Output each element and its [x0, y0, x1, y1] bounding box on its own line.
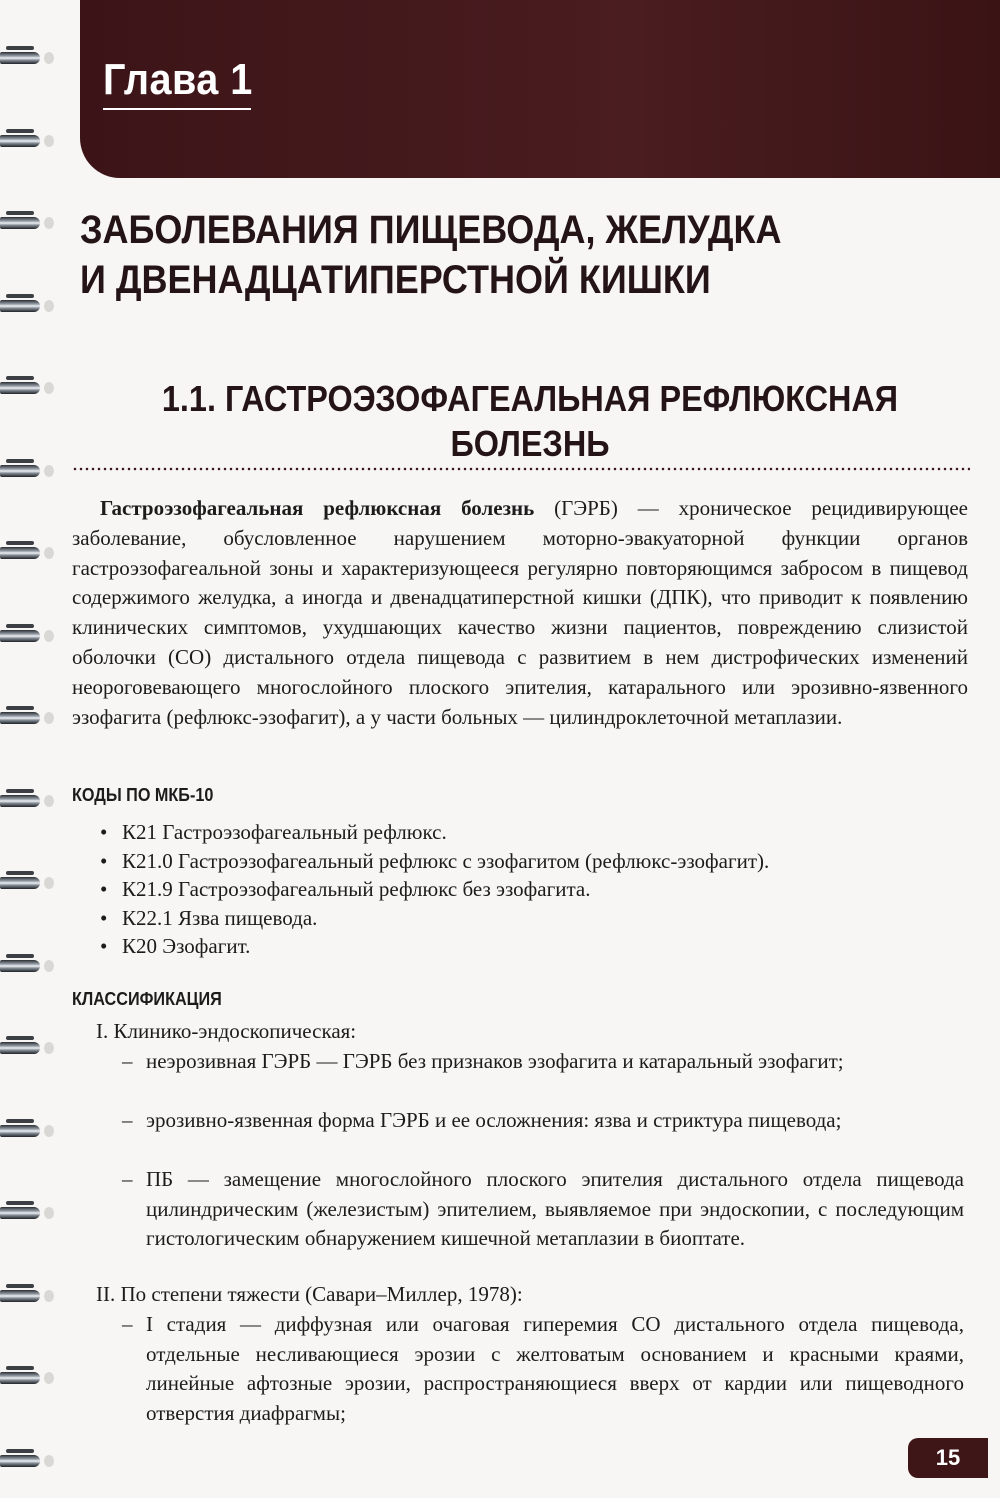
classification-group-1-title: I. Клинико-эндоскопическая: — [96, 1019, 357, 1043]
list-item — [122, 1165, 964, 1254]
spiral-coil — [0, 1034, 44, 1064]
spiral-coil — [0, 1364, 44, 1394]
list-item-text: I стадия — диффузная или очаговая гиперемия СО дистального отдела пищевода, отдельные несливающиеся эрозии с желтоватым основанием и красными краями, линейные афтозные эрозии, распространяющиеся вверх от кардии или пищеводного отверстия диафрагмы; — [146, 1312, 964, 1425]
spiral-coil — [0, 787, 44, 817]
dotted-divider — [72, 467, 970, 471]
spiral-coil — [0, 1199, 44, 1229]
spiral-coil — [0, 127, 44, 157]
classification-heading: КЛАССИФИКАЦИЯ — [72, 989, 222, 1009]
dash-mark: – — [122, 1167, 133, 1191]
intro-term: Гастроэзофагеальная рефлюксная болезнь — [100, 496, 535, 520]
section-title-line-2: БОЛЕЗНЬ — [450, 423, 610, 464]
codes-heading: КОДЫ ПО МКБ-10 — [72, 785, 214, 805]
list-item-text: эрозивно-язвенная форма ГЭРБ и ее осложнения: язва и стриктура пищевода; — [146, 1108, 842, 1132]
spiral-coil — [0, 952, 44, 982]
list-item: • К20 Эзофагит. — [100, 932, 769, 961]
list-item: • К21.0 Гастроэзофагеальный рефлюкс с эзофагитом (рефлюкс-эзофагит). — [100, 847, 769, 876]
list-item — [122, 1106, 964, 1136]
spiral-coil — [0, 1117, 44, 1147]
spiral-coil — [0, 1447, 44, 1477]
list-item: • К22.1 Язва пищевода. — [100, 904, 769, 933]
list-item: • К21.9 Гастроэзофагеальный рефлюкс без эзофагита. — [100, 875, 769, 904]
section-title-line-1: 1.1. ГАСТРОЭЗОФАГЕАЛЬНАЯ РЕФЛЮКСНАЯ — [161, 378, 899, 419]
spiral-coil — [0, 457, 44, 487]
chapter-title-line-1: ЗАБОЛЕВАНИЯ ПИЩЕВОДА, ЖЕЛУДКА — [80, 208, 782, 252]
spiral-coil — [0, 209, 44, 239]
spiral-coil — [0, 374, 44, 404]
spiral-binding — [0, 0, 60, 1498]
intro-text: (ГЭРБ) — хроническое рецидивирующее заболевание, обусловленное нарушением моторно-эвакуаторной функции органов гастроэзофагеальной зоны и характеризующееся регулярно повторяющимся забросом в пищевод содержимого желудка, а иногда и двенадцатиперстной кишки (ДПК), что приводит к появлению клинических симптомов, ухудшающих качество жизни пациентов, повреждению слизистой оболочки (СО) дистального отдела пищевода с развитием в нем дистрофических изменений неороговевающего многослойного плоского эпителия, катарального или эрозивно-язвенного эзофагита (рефлюкс-эзофагит), а у части больных — цилиндроклеточной метаплазии. — [72, 496, 968, 729]
spiral-coil — [0, 292, 44, 322]
dash-mark: – — [122, 1049, 133, 1073]
chapter-title — [80, 205, 890, 305]
dash-mark: – — [122, 1108, 133, 1132]
chapter-underline — [103, 108, 251, 110]
dash-mark: – — [122, 1312, 133, 1336]
spiral-coil — [0, 622, 44, 652]
list-item: • К21 Гастроэзофагеальный рефлюкс. — [100, 818, 769, 847]
intro-paragraph — [72, 494, 968, 732]
list-item-text: неэрозивная ГЭРБ — ГЭРБ без признаков эзофагита и катаральный эзофагит; — [146, 1049, 844, 1073]
spiral-coil — [0, 1282, 44, 1312]
spiral-coil — [0, 869, 44, 899]
chapter-title-line-2: И ДВЕНАДЦАТИПЕРСТНОЙ КИШКИ — [80, 258, 711, 302]
chapter-label: Глава 1 — [103, 55, 253, 104]
classification-group-2-title: II. По степени тяжести (Савари–Миллер, 1978): — [96, 1282, 523, 1306]
list-item — [122, 1310, 964, 1428]
codes-list — [100, 818, 769, 961]
spiral-coil — [0, 539, 44, 569]
list-item — [122, 1047, 964, 1077]
spiral-coil — [0, 44, 44, 74]
list-item-text: ПБ — замещение многослойного плоского эпителия дистального отдела пищевода цилиндрическим (железистым) эпителием, выявляемое при эндоскопии, с последующим гистологическим обнаружением кишечной метаплазии в биоптате. — [146, 1167, 964, 1251]
spiral-coil — [0, 704, 44, 734]
section-title — [161, 376, 899, 466]
page-number: 15 — [908, 1438, 988, 1478]
